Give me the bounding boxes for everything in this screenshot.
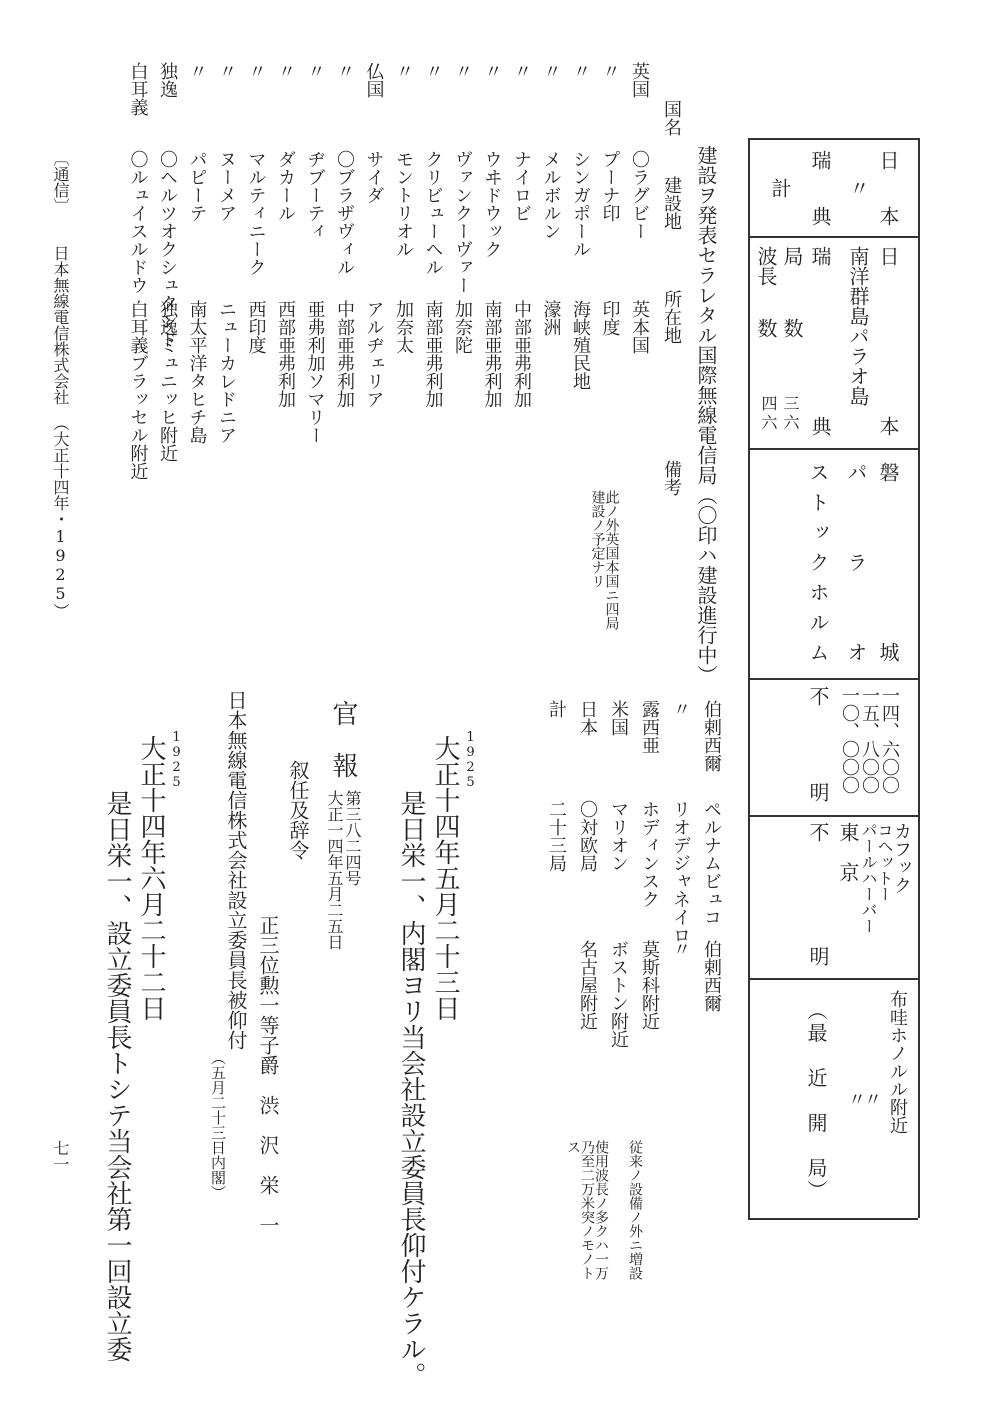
- header-location: 所在地: [661, 290, 682, 344]
- station-note: 此ノ外英国本国ニ四局建設ノ予定ナリ: [589, 490, 620, 630]
- row4-unknown: 不 明: [806, 686, 830, 802]
- row6-recent: （最 近 開 局）: [804, 1000, 828, 1200]
- record1-date: 大正十四年五月二十三日: [430, 735, 460, 1021]
- station-country: 〃: [481, 62, 503, 80]
- row5-unknown: 不 明: [806, 822, 830, 966]
- row1-cell-1: 日: [876, 150, 900, 170]
- right-site: ホディンスク: [639, 800, 660, 908]
- row1-cell-3b: 典: [808, 206, 832, 226]
- row2-place-2: 南洋群島パラオ島: [846, 246, 870, 406]
- row1-total: 計: [768, 178, 792, 198]
- row2-header-1: 局: [780, 246, 804, 266]
- station-site: ヌーメア: [216, 150, 237, 222]
- right-country: 米国: [608, 700, 629, 736]
- right-site: ペルナムビュコ: [701, 800, 722, 926]
- row1-cell-2: 〃: [846, 178, 870, 198]
- footer-page: 七一: [51, 1140, 70, 1172]
- station-location: 亜弗利加ソマリー: [304, 300, 326, 444]
- station-location: 南部亜弗利加: [422, 300, 444, 408]
- station-country: 〃: [186, 62, 208, 80]
- station-location: ニューカレドニア: [216, 300, 237, 444]
- station-site: 〇ラグビー: [629, 150, 650, 240]
- station-site: ヴァンクーヴァー: [452, 150, 473, 294]
- row3-station-3: ストックホルム: [806, 462, 830, 662]
- row6-hawaii: 布哇ホノルル附近: [887, 990, 908, 1134]
- station-country: 〃: [599, 62, 621, 80]
- gazette-issue-date: 大正一四年五月二五日: [325, 790, 344, 950]
- station-location: 濠洲: [540, 300, 562, 336]
- station-site: ナイロビ: [511, 150, 532, 222]
- right-country: 〃: [670, 700, 691, 718]
- row5-tokyo: 東 京: [836, 822, 860, 882]
- station-country: 〃: [452, 62, 473, 80]
- gazette-title: 官 報: [328, 700, 358, 778]
- footer-category: 〔通信〕: [51, 150, 70, 214]
- station-location: 西印度: [245, 300, 267, 354]
- row3-station-2: パ ラ オ: [844, 462, 868, 662]
- station-country: 〃: [304, 62, 326, 80]
- station-location: 印度: [599, 300, 621, 336]
- footer-era: （大正十四年・1925）: [51, 415, 70, 619]
- row6-ditto-2: 〃: [845, 1090, 866, 1108]
- row2-place-3: 瑞 典: [808, 246, 832, 436]
- right-location: 〃: [670, 940, 691, 958]
- section-title: 建設ヲ発表セラレタル国際無線電信局（〇印ハ建設進行中）: [694, 145, 718, 685]
- station-location: 南部亜弗利加: [481, 300, 503, 408]
- row3-station-1: 磐 城: [876, 462, 900, 662]
- station-site: サイダ: [363, 150, 385, 204]
- station-country: 〃: [334, 62, 355, 80]
- header-country: 国名: [661, 100, 682, 136]
- row1-cell-3: 瑞: [808, 150, 832, 170]
- station-site: 〇ヘルツオクシュタンド: [157, 150, 178, 348]
- station-location: 英本国: [629, 300, 650, 354]
- right-site: マリオン: [608, 800, 629, 872]
- row5-name-1: カフック: [891, 822, 912, 894]
- station-location: 中部亜弗利加: [334, 300, 355, 408]
- station-site: シンガポール: [570, 150, 591, 258]
- right-note: 従来ノ設備ノ外ニ増設: [627, 1140, 643, 1280]
- right-country: 伯剌西爾: [701, 700, 722, 772]
- gazette-issue: 第三八二四号: [343, 790, 362, 886]
- station-site: モントリオル: [393, 150, 414, 258]
- station-country: 白耳義: [127, 62, 149, 116]
- row5-name-2: コヘットー: [875, 822, 894, 902]
- header-site: 建設地: [661, 176, 682, 230]
- row2-place-1: 日 本: [876, 246, 900, 436]
- gazette-appointment-note: （五月二十三日内閣）: [209, 1050, 227, 1200]
- right-note: 使用波長ノ多クハ一万乃至二万米突ノモノトス: [565, 1140, 609, 1280]
- station-country: 〃: [511, 62, 532, 80]
- station-site: 〇ブラザヴィル: [334, 150, 355, 276]
- record1-text: 是日栄一、内閣ヨリ当会社設立委員長仰付ケラル。: [396, 790, 426, 1388]
- station-country: 〃: [275, 62, 296, 80]
- row4-wave-2: 一五、八〇〇: [859, 686, 880, 794]
- station-country: 〃: [393, 62, 414, 80]
- record1-year: 1925: [463, 730, 478, 790]
- row2-header-2: 波長: [754, 246, 778, 286]
- row2-header-3: 数: [780, 318, 804, 338]
- station-site: マルティニーク: [245, 150, 267, 276]
- right-country: 露西亜: [639, 700, 660, 754]
- record2-text: 是日栄一、設立委員長トシテ当会社第一回設立委: [102, 790, 132, 1362]
- station-location: 南太平洋タヒチ島: [186, 300, 208, 444]
- gazette-person: 正三位勲一等子爵 渋 沢 栄 一: [256, 915, 280, 1235]
- record2-year: 1925: [169, 730, 184, 790]
- right-site: 二十三局: [546, 800, 567, 872]
- station-site: クリビューヘル: [422, 150, 444, 276]
- station-country: 独逸: [157, 62, 178, 98]
- station-site: 〇ルュイスルドウ: [127, 150, 149, 294]
- row4-wave-1: 一四、六〇〇: [879, 686, 900, 794]
- row2-count-2: 六: [781, 414, 800, 430]
- station-site: ヂブーティ: [304, 150, 326, 240]
- row6-ditto-1: 〃: [861, 1090, 882, 1108]
- station-location: 白耳義ブラッセル附近: [127, 300, 149, 480]
- footer-company: 日本無線電信株式会社: [51, 245, 70, 405]
- row4-wave-3: 一〇、〇〇〇: [839, 686, 860, 794]
- station-location: アルヂェリア: [363, 300, 385, 408]
- station-location: 加奈太: [393, 300, 414, 354]
- right-location: 伯剌西爾: [701, 940, 722, 1012]
- right-site: 〇対欧局: [577, 800, 598, 872]
- row5-name-3: パールハーバー: [859, 822, 878, 934]
- row2-header-2b: 数: [754, 318, 778, 338]
- station-site: パピーテ: [186, 150, 208, 222]
- record2-date: 大正十四年六月二十二日: [136, 735, 166, 1021]
- station-country: 〃: [245, 62, 267, 80]
- right-location: 莫斯科附近: [639, 940, 660, 1030]
- station-country: 〃: [570, 62, 591, 80]
- station-site: ダカール: [275, 150, 296, 222]
- row2-count-1: 三: [781, 395, 800, 411]
- station-location: 中部亜弗利加: [511, 300, 532, 408]
- station-country: 〃: [422, 62, 444, 80]
- station-country: 英国: [629, 62, 650, 98]
- gazette-appointment: 日本無線電信株式会社設立委員長被仰付: [224, 690, 248, 1050]
- right-country: 計: [546, 700, 567, 718]
- row1-cell-1b: 本: [876, 206, 900, 226]
- station-site: メルボルン: [540, 150, 562, 240]
- station-country: 仏国: [363, 62, 385, 98]
- right-site: リオデジャネイロ: [670, 800, 691, 944]
- right-location: 名古屋附近: [577, 940, 598, 1030]
- station-location: 独逸ミュニッヒ附近: [157, 300, 178, 462]
- station-location: 海峡殖民地: [570, 300, 591, 390]
- header-notes: 備考: [661, 460, 682, 496]
- station-location: 加奈陀: [452, 300, 473, 354]
- station-site: ウヰドウック: [481, 150, 503, 258]
- row2-count-3: 四: [759, 395, 778, 411]
- station-site: プーナ印: [599, 150, 621, 222]
- row2-count-4: 六: [759, 414, 778, 430]
- gazette-heading: 叙任及辞令: [286, 760, 310, 860]
- station-location: 西部亜弗利加: [275, 300, 296, 408]
- station-country: 〃: [216, 62, 237, 80]
- right-location: ボストン附近: [608, 940, 629, 1048]
- station-country: 〃: [540, 62, 562, 80]
- right-country: 日本: [577, 700, 598, 736]
